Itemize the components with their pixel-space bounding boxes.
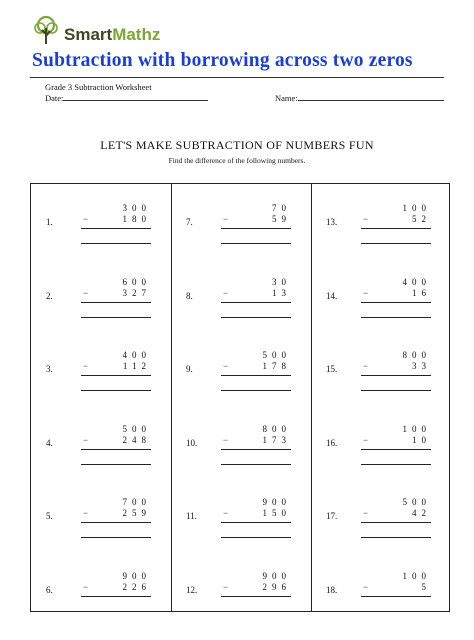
- minus-sign: −: [363, 287, 369, 298]
- sum-line: [221, 596, 291, 597]
- sum-line: [81, 522, 151, 523]
- minuend: 700: [122, 497, 151, 507]
- sum-line: [221, 228, 291, 229]
- sum-line: [81, 228, 151, 229]
- minuend: 100: [402, 423, 431, 434]
- minuend: 500: [402, 497, 431, 507]
- minuend: 900: [122, 570, 151, 581]
- sum-line: [81, 375, 151, 376]
- problem-number: 9.: [186, 364, 193, 374]
- problem-item: [311, 331, 451, 404]
- minuend: 400: [122, 350, 151, 360]
- subtrahend: 259: [122, 508, 151, 518]
- sum-line: [361, 302, 431, 303]
- subtrahend: 52: [412, 214, 431, 224]
- date-line: [63, 92, 208, 101]
- subtrahend: 5: [421, 581, 431, 592]
- subtrahend: 180: [122, 214, 151, 224]
- subtrahend: 112: [122, 361, 151, 371]
- subtrahend: 59: [272, 214, 291, 224]
- name-label: Name:: [275, 93, 298, 103]
- problem-item: [31, 405, 171, 478]
- problem-item: [311, 184, 451, 257]
- minuend: 100: [402, 203, 431, 213]
- problem-number: 8.: [186, 290, 193, 301]
- subtrahend: 248: [122, 434, 151, 445]
- problem-number: 15.: [326, 364, 338, 374]
- subtrahend: 13: [272, 287, 291, 298]
- minuend: 900: [262, 497, 291, 507]
- minus-sign: −: [223, 287, 229, 298]
- subtrahend: 10: [412, 434, 431, 445]
- minuend: 800: [402, 350, 431, 360]
- title-divider: [30, 77, 444, 78]
- minuend: 600: [122, 276, 151, 287]
- problem-number: 5.: [46, 511, 53, 521]
- subtrahend: 173: [262, 434, 291, 445]
- date-label: Date:: [45, 93, 64, 103]
- problem-item: [311, 478, 451, 551]
- subtrahend: 42: [412, 508, 431, 518]
- subtrahend: 327: [122, 287, 151, 298]
- answer-line: [361, 390, 431, 391]
- sum-line: [81, 449, 151, 450]
- problem-item: [31, 552, 171, 625]
- minuend: 30: [272, 276, 291, 287]
- answer-line: [221, 464, 291, 465]
- problem-item: [31, 331, 171, 404]
- minus-sign: −: [223, 214, 229, 224]
- problem-number: 3.: [46, 364, 53, 374]
- smartmathz-logo: [30, 12, 160, 48]
- page-title: Subtraction with borrowing across two zeros: [32, 50, 413, 71]
- subtrahend: 178: [262, 361, 291, 371]
- sum-line: [361, 522, 431, 523]
- answer-line: [221, 390, 291, 391]
- tree-icon: [30, 14, 62, 46]
- worksheet-heading: LET'S MAKE SUBTRACTION OF NUMBERS FUN: [100, 138, 374, 152]
- minus-sign: −: [83, 581, 89, 592]
- problem-number: 12.: [186, 584, 198, 595]
- subtrahend: 16: [412, 287, 431, 298]
- problem-number: 7.: [186, 217, 193, 227]
- problem-item: [171, 258, 311, 331]
- sum-line: [361, 228, 431, 229]
- problem-number: 1.: [46, 217, 53, 227]
- worksheet-instructions: Find the difference of the following numbers.: [168, 156, 306, 165]
- minuend: 70: [272, 203, 291, 213]
- problem-number: 17.: [326, 511, 338, 521]
- sum-line: [361, 596, 431, 597]
- subtrahend: 296: [262, 581, 291, 592]
- minuend: 400: [402, 276, 431, 287]
- problem-number: 14.: [326, 290, 338, 301]
- answer-line: [361, 317, 431, 318]
- problem-item: [31, 258, 171, 331]
- sum-line: [361, 449, 431, 450]
- problem-number: 11.: [186, 511, 197, 521]
- minus-sign: −: [363, 581, 369, 592]
- answer-line: [221, 537, 291, 538]
- worksheet-subtitle: Grade 3 Subtraction Worksheet: [45, 82, 152, 92]
- answer-line: [361, 464, 431, 465]
- sum-line: [221, 449, 291, 450]
- minuend: 300: [122, 203, 151, 213]
- minus-sign: −: [223, 434, 229, 445]
- subtrahend: 33: [412, 361, 431, 371]
- problem-number: 13.: [326, 217, 338, 227]
- name-field: [275, 92, 444, 103]
- sum-line: [361, 375, 431, 376]
- problem-item: [171, 331, 311, 404]
- minuend: 100: [402, 570, 431, 581]
- answer-line: [361, 537, 431, 538]
- answer-line: [221, 317, 291, 318]
- sum-line: [221, 302, 291, 303]
- answer-line: [221, 611, 291, 612]
- problem-number: 6.: [46, 584, 53, 595]
- minus-sign: −: [363, 214, 369, 224]
- problem-item: [171, 184, 311, 257]
- minus-sign: −: [83, 361, 89, 371]
- problem-item: [31, 184, 171, 257]
- name-line: [298, 92, 444, 101]
- answer-line: [81, 464, 151, 465]
- problem-item: [171, 405, 311, 478]
- minus-sign: −: [363, 434, 369, 445]
- minus-sign: −: [223, 508, 229, 518]
- brand-name: SmartMathz: [64, 25, 161, 44]
- minus-sign: −: [83, 434, 89, 445]
- subtrahend: 226: [122, 581, 151, 592]
- problem-number: 16.: [326, 437, 338, 448]
- sum-line: [81, 596, 151, 597]
- problem-item: [171, 552, 311, 625]
- answer-line: [81, 390, 151, 391]
- problem-number: 10.: [186, 437, 198, 448]
- minuend: 500: [262, 350, 291, 360]
- problem-number: 2.: [46, 290, 53, 301]
- answer-line: [81, 611, 151, 612]
- answer-line: [81, 317, 151, 318]
- minus-sign: −: [223, 361, 229, 371]
- answer-line: [361, 611, 431, 612]
- minuend: 900: [262, 570, 291, 581]
- problem-item: [311, 552, 451, 625]
- problem-number: 4.: [46, 437, 53, 448]
- minus-sign: −: [223, 581, 229, 592]
- problem-item: [311, 405, 451, 478]
- problem-item: [311, 258, 451, 331]
- minus-sign: −: [83, 214, 89, 224]
- answer-line: [361, 243, 431, 244]
- problem-number: 18.: [326, 584, 338, 595]
- minus-sign: −: [363, 361, 369, 371]
- sum-line: [81, 302, 151, 303]
- minus-sign: −: [363, 508, 369, 518]
- minus-sign: −: [83, 287, 89, 298]
- problem-item: [171, 478, 311, 551]
- minus-sign: −: [83, 508, 89, 518]
- minuend: 500: [122, 423, 151, 434]
- answer-line: [221, 243, 291, 244]
- sum-line: [221, 375, 291, 376]
- sum-line: [221, 522, 291, 523]
- problem-item: [31, 478, 171, 551]
- answer-line: [81, 243, 151, 244]
- problem-grid: [30, 183, 450, 612]
- date-field: [45, 92, 208, 103]
- subtrahend: 150: [262, 508, 291, 518]
- answer-line: [81, 537, 151, 538]
- minuend: 800: [262, 423, 291, 434]
